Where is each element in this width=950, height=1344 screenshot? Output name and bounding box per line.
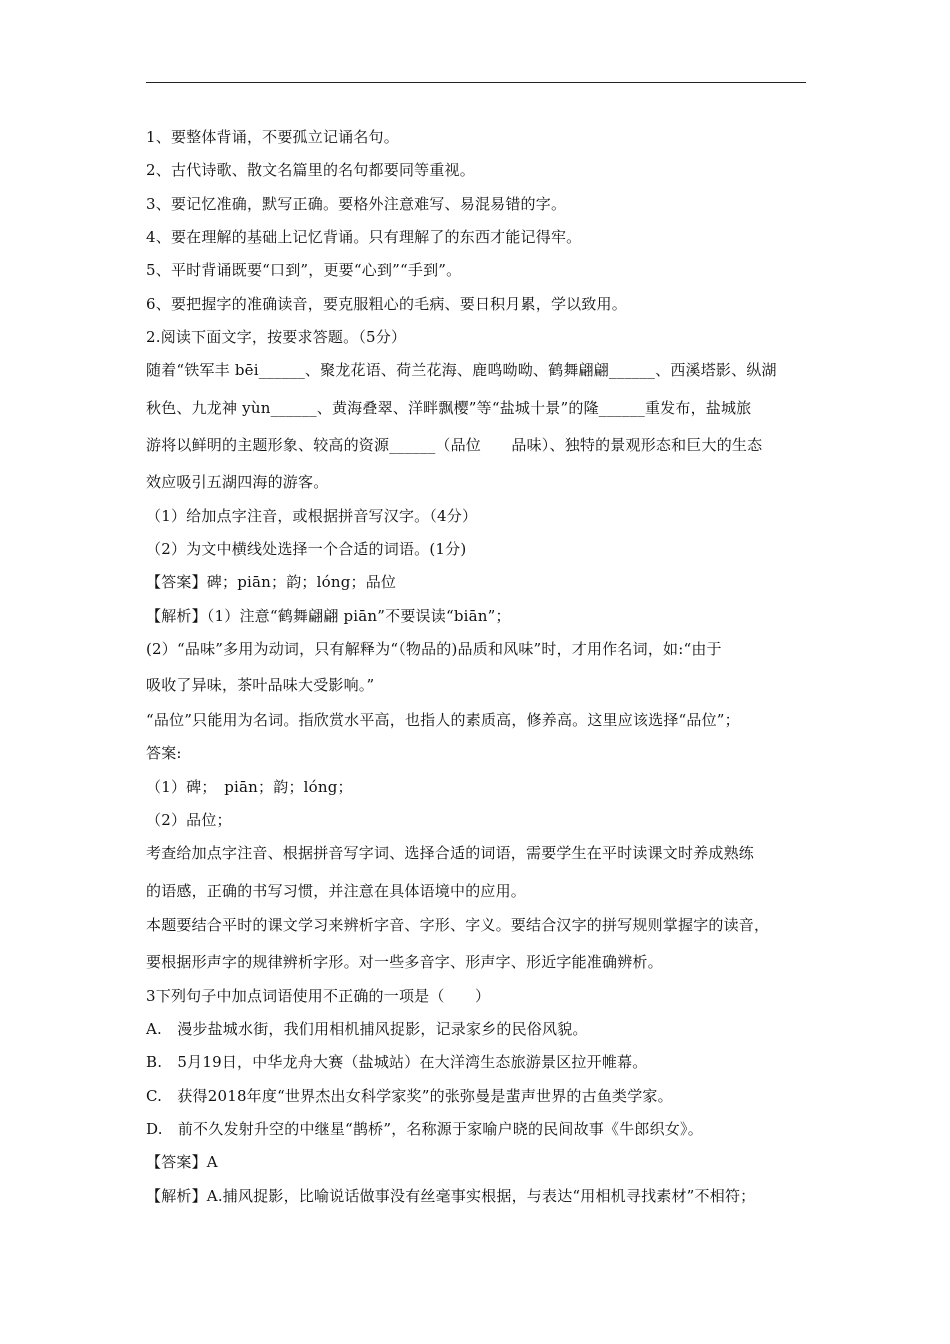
answer-3: 【答案】A bbox=[146, 1153, 218, 1171]
answer-part-1: （1）碑； piān；韵；lóng； bbox=[146, 778, 353, 796]
option-a: A. 漫步盐城水街，我们用相机捕风捉影，记录家乡的民俗风貌。 bbox=[146, 1020, 588, 1038]
tip-line-5: 5、平时背诵既要“口到”，更要“心到”“手到”。 bbox=[146, 261, 462, 279]
answer-label: 答案: bbox=[146, 744, 182, 762]
analysis-2-line-3: 吸收了异味，茶叶品味大受影响。” bbox=[146, 676, 375, 694]
tip-line-3: 3、要记忆准确，默写正确。要格外注意难写、易混易错的字。 bbox=[146, 195, 567, 213]
passage-line-1: 随着“铁军丰 bēi______、聚龙花语、荷兰花海、鹿鸣呦呦、鹤舞翩翩______、西溪塔影、纵湖 bbox=[146, 361, 777, 379]
question-3-title: 3下列句子中加点词语使用不正确的一项是（ ） bbox=[146, 987, 491, 1005]
comment-line-3: 本题要结合平时的课文学习来辨析字音、字形、字义。要结合汉字的拼写规则掌握字的读音， bbox=[146, 916, 770, 934]
answer-2: 【答案】碑；piān；韵；lóng；品位 bbox=[146, 573, 397, 591]
tip-line-6: 6、要把握字的准确读音，要克服粗心的毛病、要日积月累，学以致用。 bbox=[146, 295, 627, 313]
analysis-2-line-2: (2）“品味”多用为动词，只有解释为“（物品的)品质和风味”时，才用作名词，如:“由于 bbox=[146, 640, 722, 658]
passage-line-2: 秋色、九龙神 yùn______、黄海叠翠、洋畔飘樱”等“盐城十景”的隆______重发布，盐城旅 bbox=[146, 399, 752, 417]
option-c: C. 获得2018年度“世界杰出女科学家奖”的张弥曼是蜚声世界的古鱼类学家。 bbox=[146, 1087, 673, 1105]
sub-question-2: （2）为文中横线处选择一个合适的词语。(1分) bbox=[146, 540, 467, 558]
sub-question-1: （1）给加点字注音，或根据拼音写汉字。（4分） bbox=[146, 507, 478, 525]
tip-line-4: 4、要在理解的基础上记忆背诵。只有理解了的东西才能记得牢。 bbox=[146, 228, 582, 246]
analysis-2-line-4: “品位”只能用为名词。指欣赏水平高，也指人的素质高，修养高。这里应该选择“品位”； bbox=[146, 711, 740, 729]
question-2-title: 2.阅读下面文字，按要求答题。（5分） bbox=[146, 328, 407, 346]
comment-line-1: 考查给加点字注音、根据拼音写字词、选择合适的词语，需要学生在平时读课文时养成熟练 bbox=[146, 844, 755, 862]
analysis-3-line-1: 【解析】A.捕风捉影，比喻说话做事没有丝毫事实根据，与表达“用相机寻找素材”不相符； bbox=[146, 1187, 756, 1205]
answer-part-2: （2）品位； bbox=[146, 811, 232, 829]
passage-line-4: 效应吸引五湖四海的游客。 bbox=[146, 473, 329, 491]
tip-line-2: 2、古代诗歌、散文名篇里的名句都要同等重视。 bbox=[146, 161, 475, 179]
analysis-2-line-1: 【解析】（1）注意“鹤舞翩翩 piān”不要误读“biān”； bbox=[146, 607, 511, 625]
passage-line-3: 游将以鲜明的主题形象、较高的资源______（品位 品味）、独特的景观形态和巨大的生态 bbox=[146, 436, 763, 454]
option-d: D. 前不久发射升空的中继星“鹊桥”，名称源于家喻户晓的民间故事《牛郎织女》。 bbox=[146, 1120, 703, 1138]
comment-line-4: 要根据形声字的规律辨析字形。对一些多音字、形声字、形近字能准确辨析。 bbox=[146, 953, 663, 971]
tip-line-1: 1、要整体背诵，不要孤立记诵名句。 bbox=[146, 128, 399, 146]
comment-line-2: 的语感，正确的书写习惯，并注意在具体语境中的应用。 bbox=[146, 882, 527, 900]
option-b: B. 5月19日，中华龙舟大赛（盐城站）在大洋湾生态旅游景区拉开帷幕。 bbox=[146, 1053, 648, 1071]
header-rule bbox=[146, 82, 806, 83]
